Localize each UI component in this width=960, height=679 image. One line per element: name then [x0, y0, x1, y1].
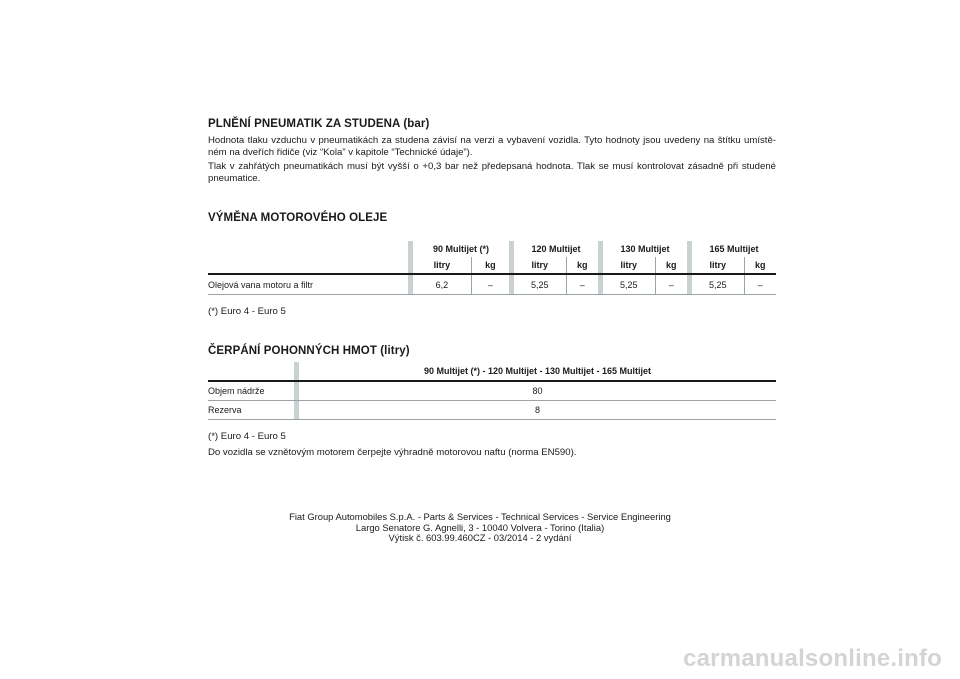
footer-line: Largo Senatore G. Agnelli, 3 - 10040 Volvera - Torino (Italia) [355, 521, 605, 533]
oil-change-title: VÝMĚNA MOTOROVÉHO OLEJE [208, 212, 388, 224]
tyre-pressure-title: PLNĚNÍ PNEUMATIK ZA STUDENA (bar) [208, 118, 430, 130]
table-cell: – [655, 274, 687, 295]
table-cell: 8 [299, 401, 776, 420]
tyre-pressure-paragraph-1: Hodnota tlaku vzduchu v pneumatikách za studena závisí na verzi a vybavení vozidla. Tyto hodnoty jsou uvedeny na štítku umístě-ném na dveřích řidiče (viz “Kola” v kapitole “Technické údaje”). [208, 135, 776, 158]
table-row [208, 381, 776, 401]
table-cell: 5,25 [692, 274, 744, 295]
unit-header: litry [413, 257, 471, 274]
fuel-footnote: (*) Euro 4 - Euro 5 [208, 431, 286, 442]
engine-header: 165 Multijet [709, 244, 759, 254]
unit-header: litry [514, 257, 566, 274]
unit-header: kg [655, 257, 687, 274]
row-label: Olejová vana motoru a filtr [208, 274, 408, 295]
row-label: Rezerva [208, 401, 294, 420]
table-cell: – [471, 274, 509, 295]
tyre-pressure-paragraph-2: Tlak v zahřátých pneumatikách musí být vyšší o +0,3 bar než předepsaná hodnota. Tlak se musí kontrolovat zásadně při studené pneumatice. [208, 161, 776, 184]
engine-header: 130 Multijet [620, 244, 670, 254]
publisher-footer [0, 512, 960, 544]
table-cell: 80 [299, 381, 776, 401]
table-row [208, 401, 776, 420]
unit-header: litry [692, 257, 744, 274]
fuel-instruction: Do vozidla se vznětovým motorem čerpejte výhradně motorovou naftu (norma EN590). [208, 447, 577, 458]
oil-footnote: (*) Euro 4 - Euro 5 [208, 306, 286, 317]
table-cell: 6,2 [413, 274, 471, 295]
engine-header: 90 Multijet (*) [432, 244, 489, 254]
table-cell: – [744, 274, 776, 295]
engine-header: 120 Multijet [531, 244, 581, 254]
refuelling-title: ČERPÁNÍ POHONNÝCH HMOT (litry) [208, 345, 410, 357]
table-cell: 5,25 [514, 274, 566, 295]
watermark: carmanualsonline.info [683, 645, 942, 672]
row-label: Objem nádrže [208, 381, 294, 401]
unit-header: kg [566, 257, 598, 274]
table-cell: 5,25 [603, 274, 655, 295]
oil-capacity-table [208, 241, 776, 295]
fuel-table-header: 90 Multijet (*) - 120 Multijet - 130 Multijet - 165 Multijet [299, 362, 776, 381]
table-cell: – [566, 274, 598, 295]
footer-line: Fiat Group Automobiles S.p.A. - Parts & Services - Technical Services - Service Engineering [289, 511, 671, 522]
footer-line: Výtisk č. 603.99.460CZ - 03/2014 - 2 vydání [388, 532, 572, 544]
fuel-capacity-table [208, 362, 776, 420]
unit-header: kg [471, 257, 509, 274]
unit-header: kg [744, 257, 776, 274]
unit-header: litry [603, 257, 655, 274]
table-row [208, 274, 776, 295]
